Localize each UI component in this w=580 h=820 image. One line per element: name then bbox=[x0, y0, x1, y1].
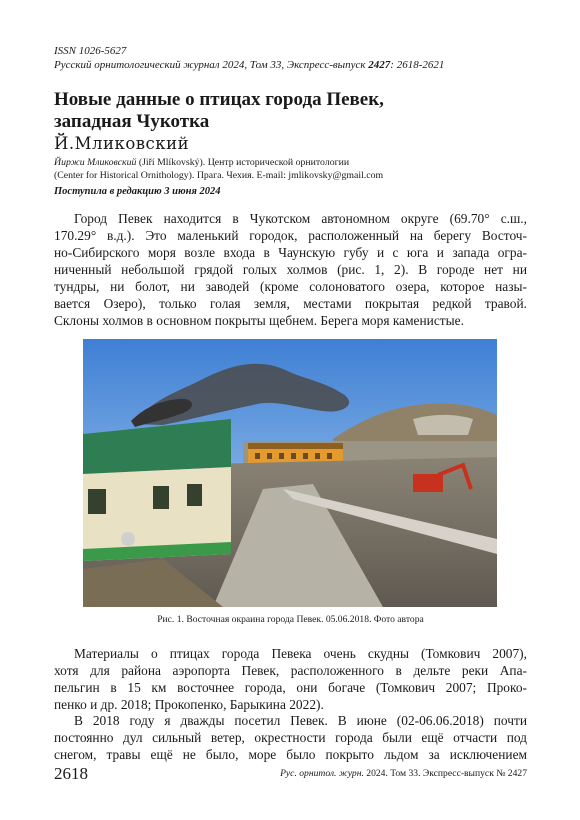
text-line: пельгин в 15 км восточнее города, они богаче (Томкович 2007; Проко- bbox=[54, 680, 527, 695]
received-date: Поступила в редакцию 3 июня 2024 bbox=[54, 186, 221, 197]
issue-number: 2427 bbox=[368, 59, 391, 71]
red-excavator bbox=[413, 474, 443, 492]
affiliation bbox=[54, 157, 534, 182]
yellow-building-roof bbox=[248, 443, 343, 449]
figure-1-photo bbox=[83, 339, 497, 607]
affiliation-line-1 bbox=[54, 157, 534, 170]
town-photo-illustration bbox=[83, 339, 497, 607]
journal-header bbox=[54, 44, 534, 72]
figure-caption: Рис. 1. Восточная окраина города Певек. 05.06.2018. Фото автора bbox=[157, 614, 424, 625]
title-line-2: западная Чукотка bbox=[54, 111, 210, 132]
text-line: В 2018 году я дважды посетил Певек. В июне (02-06.06.2018) почти bbox=[74, 713, 527, 728]
affiliation-line-2: (Center for Historical Ornithology). Прага. Чехия. E-mail: jmlikovsky@gmail.com bbox=[54, 169, 384, 181]
snow-patch bbox=[413, 415, 473, 435]
author-full-name: Йиржи Мликовский bbox=[54, 157, 137, 168]
journal-abbrev: Рус. орнитол. журн. bbox=[280, 768, 364, 779]
affiliation-institution: (Jiří Mlíkovský). Центр исторической орнитологии bbox=[136, 157, 350, 168]
text-line: снегом, травы ещё не было, море было покрыто льдом за исключением bbox=[54, 747, 527, 762]
paragraph-3 bbox=[54, 712, 527, 763]
page-footer bbox=[54, 764, 527, 784]
text-line: 170.29° в.д.). Это маленький городок, расположенный на берегу Восточ- bbox=[54, 228, 527, 243]
footer-citation bbox=[280, 768, 527, 779]
journal-citation bbox=[54, 58, 534, 72]
text-line: Материалы о птицах города Певека очень скудны (Томкович 2007), bbox=[74, 646, 527, 661]
author-name: Й.Мликовский bbox=[54, 134, 190, 153]
text-line: ниченный небольшой грядой голых холмов (рис. 1, 2). В городе нет ни bbox=[54, 262, 527, 277]
page-number: 2618 bbox=[54, 764, 88, 783]
text-line: тундры, ни болот, ни заводей (кроме солоноватого озера, которое назы- bbox=[54, 279, 527, 294]
satellite-dish bbox=[121, 532, 135, 546]
page-range: : 2618-2621 bbox=[390, 59, 445, 71]
text-line: вается Озеро), только голая земля, местами покрытая редкой травой. bbox=[54, 296, 527, 311]
title-line-1: Новые данные о птицах города Певек, bbox=[54, 89, 384, 110]
paragraph-1 bbox=[54, 210, 527, 329]
issn: ISSN 1026-5627 bbox=[54, 45, 127, 57]
text-line: хотя для района аэропорта Певек, расположенного в дельте реки Апа- bbox=[54, 663, 527, 678]
text-line: пенко и др. 2018; Прокопенко, Барыкина 2022). bbox=[54, 697, 324, 712]
text-line: Склоны холмов в основном покрыты щебнем. Берега моря каменистые. bbox=[54, 313, 464, 328]
paragraph-2 bbox=[54, 645, 527, 713]
article-title bbox=[54, 89, 534, 133]
text-line: но-Сибирского моря возле входа в Чаунскую губу и с юга и запада огра- bbox=[54, 245, 527, 260]
journal-name: Русский орнитологический журнал 2024, Том 33, Экспресс-выпуск bbox=[54, 59, 369, 71]
text-line: Город Певек находится в Чукотском автономном округе (69.70° с.ш., bbox=[74, 211, 527, 226]
text-line: постоянно дул сильный ветер, окрестности города были ещё отчасти под bbox=[54, 730, 527, 745]
footer-issue: 2024. Том 33. Экспресс-выпуск № 2427 bbox=[363, 768, 527, 779]
